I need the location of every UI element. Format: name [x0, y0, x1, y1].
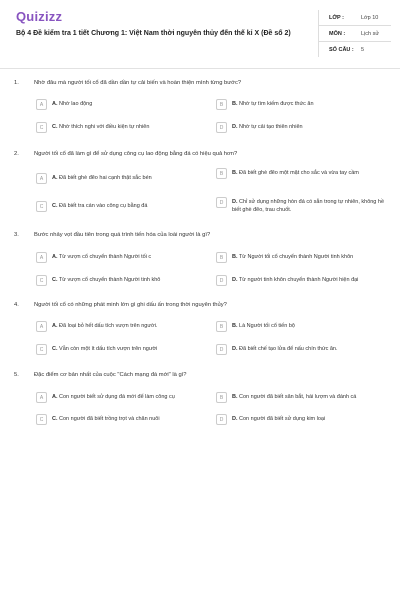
option-5d[interactable]: D D. Con người đã biết sử dụng kim loại	[216, 416, 386, 425]
option-text: Con người đã biết săn bắt, hái lượm và đánh cá	[239, 394, 357, 400]
info-value: Lịch sử	[361, 30, 380, 37]
option-text: Từ vượn cổ chuyển thành Người tinh khô	[58, 277, 161, 283]
option-3d[interactable]: D D. Từ người tinh khôn chuyển thành Người hiện đại	[216, 277, 386, 286]
option-2d[interactable]: D D. Chỉ sử dụng những hòn đá có sẵn trong tự nhiên, không hề biết ghè đẽo, trau chuốt.	[216, 199, 386, 214]
quizizz-logo: Quizizz	[16, 9, 63, 24]
option-4d[interactable]: D D. Đã biết chế tạo lửa để nấu chín thức ăn.	[216, 346, 386, 355]
question-text: Người tối cổ có những phát minh lớn gì ghi dấu ấn trong thời nguyên thủy?	[34, 302, 227, 308]
option-text: Nhờ tự tìm kiếm được thức ăn	[239, 101, 314, 107]
option-text: Vẫn còn một ít dấu tích vượn trên người	[59, 346, 158, 352]
option-text: Từ người tinh khôn chuyển thành Người hiện đại	[238, 277, 359, 283]
info-row-subject	[319, 26, 391, 42]
option-letter-badge: D	[216, 414, 227, 425]
option-letter-badge: D	[216, 197, 227, 208]
option-text: Chỉ sử dụng những hòn đá có sẵn trong tự nhiên, không hề biết ghè đẽo, trau chuốt.	[232, 199, 385, 213]
option-1b[interactable]: B B. Nhờ tự tìm kiếm được thức ăn	[216, 101, 386, 110]
option-4a[interactable]: A A. Đã loại bỏ hết dấu tích vượn trên người.	[36, 323, 206, 332]
question-2	[14, 151, 394, 157]
option-letter-badge: B	[216, 252, 227, 263]
option-1c[interactable]: C C. Nhờ thích nghi với điều kiện tự nhiên	[36, 124, 206, 133]
option-4c[interactable]: C C. Vẫn còn một ít dấu tích vượn trên người	[36, 346, 206, 355]
option-text: Con người biết sử dụng đá mới để làm công cụ	[59, 394, 175, 400]
question-number: 4.	[14, 302, 19, 308]
option-2b[interactable]: B B. Đã biết ghè đẽo một mặt cho sắc và vừa tay cầm	[216, 170, 386, 179]
info-label: SỐ CÂU :	[329, 46, 354, 53]
option-text: Con người đã biết sử dụng kim loại	[239, 416, 326, 422]
option-2c[interactable]: C C. Đã biết tra cán vào công cụ bằng đá	[36, 203, 206, 212]
option-letter-badge: B	[216, 99, 227, 110]
option-text: Đã loại bỏ hết dấu tích vượn trên người.	[59, 323, 158, 329]
info-label: MÔN :	[329, 30, 346, 37]
option-text: Đã biết ghè đẽo hai cạnh thật sắc bén	[59, 175, 152, 181]
option-3c[interactable]: C C. Từ vượn cổ chuyển thành Người tinh khô	[36, 277, 206, 286]
option-text: Nhờ lao động	[59, 101, 93, 107]
option-letter-badge: D	[216, 275, 227, 286]
option-text: Là Người tối cổ tiến bộ	[239, 323, 295, 329]
option-letter-badge: B	[216, 168, 227, 179]
info-panel	[318, 10, 391, 57]
header-divider	[0, 68, 400, 69]
option-letter-badge: C	[36, 344, 47, 355]
option-5b[interactable]: B B. Con người đã biết săn bắt, hái lượm và đánh cá	[216, 394, 386, 403]
option-3a[interactable]: A A. Từ vượn cổ chuyển thành Người tối c	[36, 254, 206, 263]
question-5	[14, 372, 394, 378]
question-4	[14, 302, 394, 308]
option-text: Đã biết tra cán vào công cụ bằng đá	[59, 203, 148, 209]
option-letter-badge: A	[36, 99, 47, 110]
info-row-grade	[319, 10, 391, 26]
option-letter-badge: C	[36, 414, 47, 425]
option-text: Từ Người tối cổ chuyển thành Người tinh khôn	[238, 254, 354, 260]
question-1	[14, 80, 394, 86]
option-letter-badge: C	[36, 201, 47, 212]
option-letter-badge: A	[36, 321, 47, 332]
option-4b[interactable]: B B. Là Người tối cổ tiến bộ	[216, 323, 386, 332]
option-text: Đã biết chế tạo lửa để nấu chín thức ăn.	[239, 346, 338, 352]
question-text: Nhờ đâu mà người tối cổ đã dần dần tự cải biến và hoàn thiện mình từng bước?	[34, 80, 242, 86]
question-number: 1.	[14, 80, 19, 86]
option-letter-badge: A	[36, 252, 47, 263]
option-letter-badge: A	[36, 173, 47, 184]
option-letter-badge: D	[216, 344, 227, 355]
option-text: Nhờ thích nghi với điều kiện tự nhiên	[59, 124, 150, 130]
option-letter-badge: D	[216, 122, 227, 133]
option-3b[interactable]: B B. Từ Người tối cổ chuyển thành Người tinh khôn	[216, 254, 386, 263]
option-letter-badge: C	[36, 275, 47, 286]
option-text: Nhờ tự cải tạo thiên nhiên	[239, 124, 303, 130]
worksheet-title: Bộ 4 Đề kiểm tra 1 tiết Chương 1: Việt Nam thời nguyên thủy đến thế kỉ X (Đề số 2)	[16, 30, 291, 37]
option-2a[interactable]: A A. Đã biết ghè đẽo hai cạnh thật sắc bén	[36, 175, 206, 184]
question-number: 3.	[14, 232, 19, 238]
option-text: Từ vượn cổ chuyển thành Người tối c	[58, 254, 152, 260]
option-text: Con người đã biết trồng trọt và chăn nuôi	[59, 416, 160, 422]
question-3	[14, 232, 394, 238]
question-number: 5.	[14, 372, 19, 378]
question-text: Người tối cổ đã làm gì để sử dụng công cụ lao động bằng đá có hiệu quả hơn?	[34, 151, 238, 157]
question-number: 2.	[14, 151, 19, 157]
option-letter-badge: A	[36, 392, 47, 403]
option-1a[interactable]: A A. Nhờ lao động	[36, 101, 206, 110]
option-5a[interactable]: A A. Con người biết sử dụng đá mới để làm công cụ	[36, 394, 206, 403]
info-value: 5	[361, 46, 365, 53]
option-letter-badge: B	[216, 321, 227, 332]
question-text: Đặc điểm cơ bản nhất của cuộc "Cách mạng đá mới" là gì?	[34, 372, 187, 378]
info-label: LỚP :	[329, 14, 344, 21]
option-text: Đã biết ghè đẽo một mặt cho sắc và vừa tay cầm	[239, 170, 359, 176]
option-1d[interactable]: D D. Nhờ tự cải tạo thiên nhiên	[216, 124, 386, 133]
option-letter-badge: C	[36, 122, 47, 133]
option-5c[interactable]: C C. Con người đã biết trồng trọt và chăn nuôi	[36, 416, 206, 425]
info-row-question-count	[319, 42, 391, 57]
option-letter-badge: B	[216, 392, 227, 403]
info-value: Lớp 10	[361, 14, 379, 21]
question-text: Bước nhảy vọt đầu tiên trong quá trình tiến hóa của loài người là gì?	[34, 232, 211, 238]
